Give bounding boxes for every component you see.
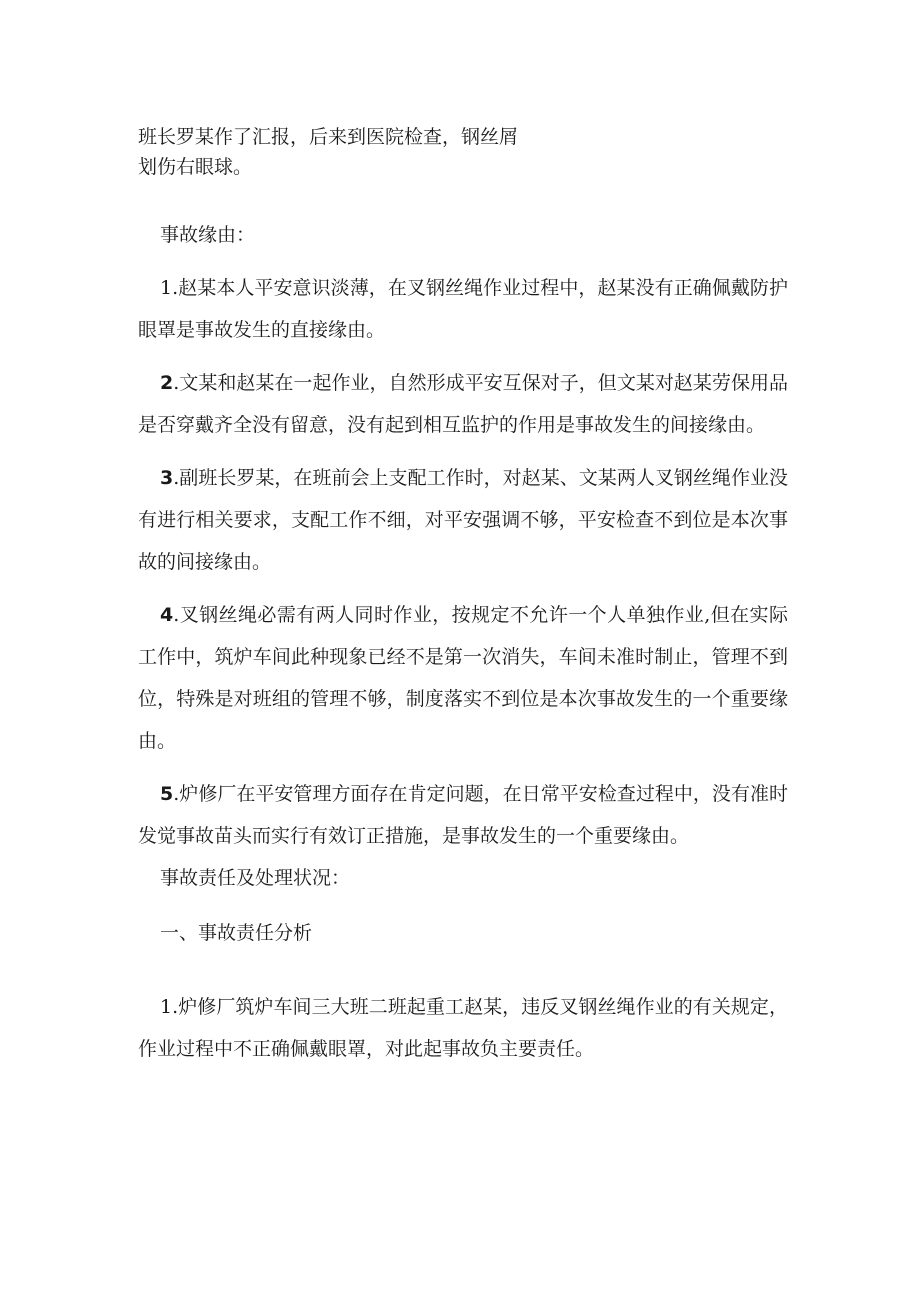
cause-number-4: 4 — [160, 604, 174, 626]
cause-text-5: .炉修厂在平安管理方面存在肯定问题，在日常平安检查过程中，没有准时发觉事故苗头而实行有效订正措施，是事故发生的一个重要缘由。 — [138, 783, 788, 847]
intro-continuation — [138, 122, 558, 182]
cause-text-3: .副班长罗某，在班前会上支配工作时，对赵某、文某两人叉钢丝绳作业没有进行相关要求，支配工作不细，对平安强调不够，平安检查不到位是本次事故的间接缘由。 — [138, 467, 788, 573]
intro-line-1: 班长罗某作了汇报，后来到医院检查，钢丝屑 — [138, 126, 519, 148]
cause-item-1 — [138, 267, 788, 351]
cause-number-2: 2 — [160, 372, 174, 394]
cause-text-2: .文某和赵某在一起作业，自然形成平安互保对子，但文某对赵某劳保用品是否穿戴齐全没有留意，没有起到相互监护的作用是事故发生的间接缘由。 — [138, 372, 788, 436]
cause-item-3 — [138, 457, 788, 583]
document-body — [138, 214, 788, 1070]
responsibility-text-1: 炉修厂筑炉车间三大班二班起重工赵某，违反叉钢丝绳作业的有关规定，作业过程中不正确佩戴眼罩，对此起事故负主要责任。 — [138, 996, 788, 1060]
cause-number-3: 3 — [160, 467, 174, 489]
causes-heading: 事故缘由： — [160, 224, 256, 246]
cause-item-4 — [138, 594, 788, 762]
cause-text-1: 赵某本人平安意识淡薄，在叉钢丝绳作业过程中，赵某没有正确佩戴防护眼罩是事故发生的直接缘由。 — [138, 277, 788, 341]
responsibility-heading: 事故责任及处理状况： — [160, 867, 351, 889]
cause-number-5: 5 — [160, 783, 174, 805]
cause-number-1: 1. — [160, 277, 179, 299]
intro-line-2: 划伤右眼球。 — [138, 156, 253, 178]
cause-item-2 — [138, 362, 788, 446]
cause-text-4: .叉钢丝绳必需有两人同时作业，按规定不允许一个人单独作业,但在实际工作中，筑炉车间此种现象已经不是第一次消失，车间未准时制止，管理不到位，特殊是对班组的管理不够，制度落实不到位是本次事故发生的一个重要缘由。 — [138, 604, 788, 752]
responsibility-item-1 — [138, 986, 788, 1070]
responsibility-number-1: 1. — [160, 996, 179, 1018]
analysis-heading: 一、事故责任分析 — [160, 922, 313, 944]
cause-item-5 — [138, 773, 788, 857]
